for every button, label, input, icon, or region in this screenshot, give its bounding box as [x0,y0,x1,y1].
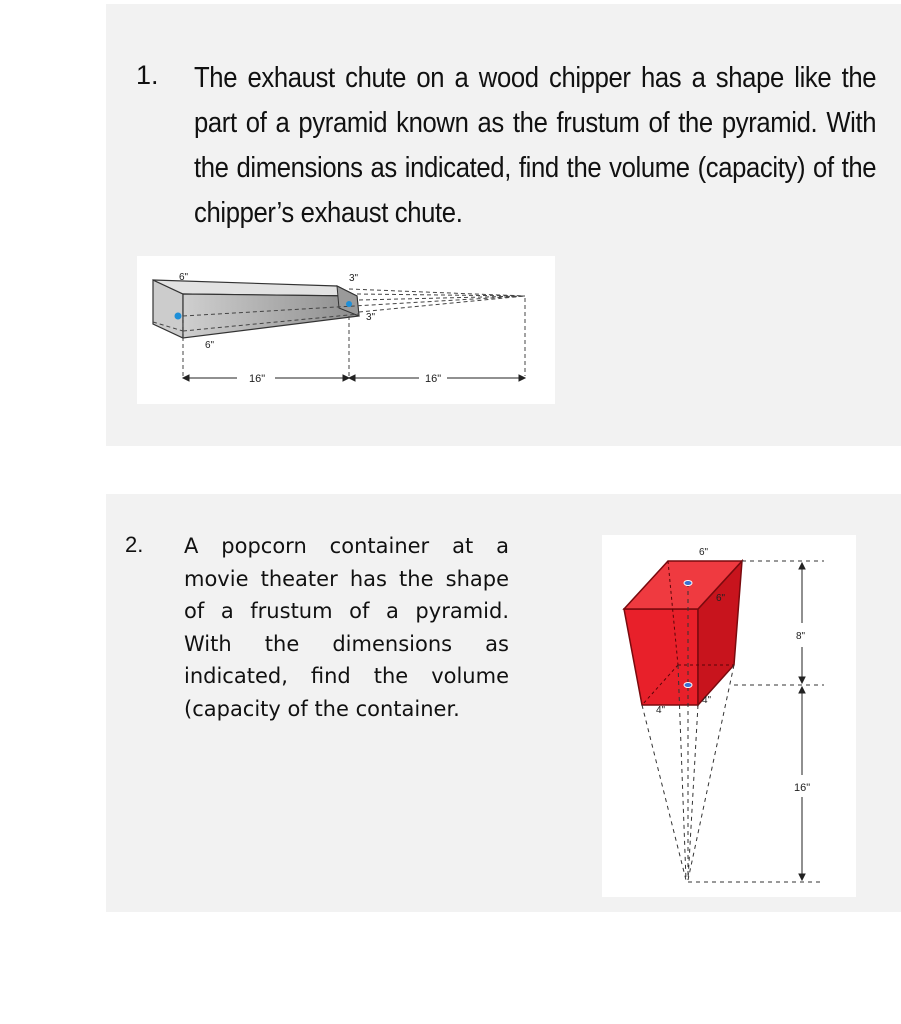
label-large-end-top: 6" [179,272,189,283]
label-bottom-right: 4" [702,695,712,706]
problem-2-number: 2. [125,532,144,557]
small-end-center-point [346,301,352,307]
container-diagram [602,535,856,897]
height-dimension-lines [799,563,805,880]
problem-1-number: 1. [136,60,159,90]
label-large-end-side: 6" [205,340,215,351]
length-dimension-lines [183,375,525,381]
chute-front-face [183,294,359,338]
label-height: 8" [796,631,806,642]
problem-1-card [106,4,901,446]
label-top-depth: 6" [716,593,726,604]
problem-2-card [106,494,901,912]
bottom-center-point [684,683,692,688]
label-frustum-length: 16" [249,373,266,385]
problem-1-text: The exhaust chute on a wood chipper has a shape like the part of a pyramid known as the frustum of the pyramid. With the dimensions as indicated, find the volume (capacity) of the chipper’s exhaust chute. [194,62,877,229]
label-small-end-top: 3" [349,273,359,284]
top-center-point [684,581,692,586]
chute-diagram [137,256,555,404]
popcorn-container-figure [602,535,856,897]
label-extension-length: 16" [425,373,442,385]
label-top-width: 6" [699,547,709,558]
container-front-face [624,609,698,705]
label-small-end-side: 3" [366,312,376,323]
problem-2-text: A popcorn container at a movie theater has the shape of a frustum of a pyramid. With the dimensions as indicated, find the volume (capacity of the container. [184,534,509,721]
label-extension-height: 16" [794,782,811,794]
large-end-center-point [175,313,182,320]
label-bottom-left: 4" [656,705,666,716]
wood-chipper-chute-figure [137,256,555,404]
